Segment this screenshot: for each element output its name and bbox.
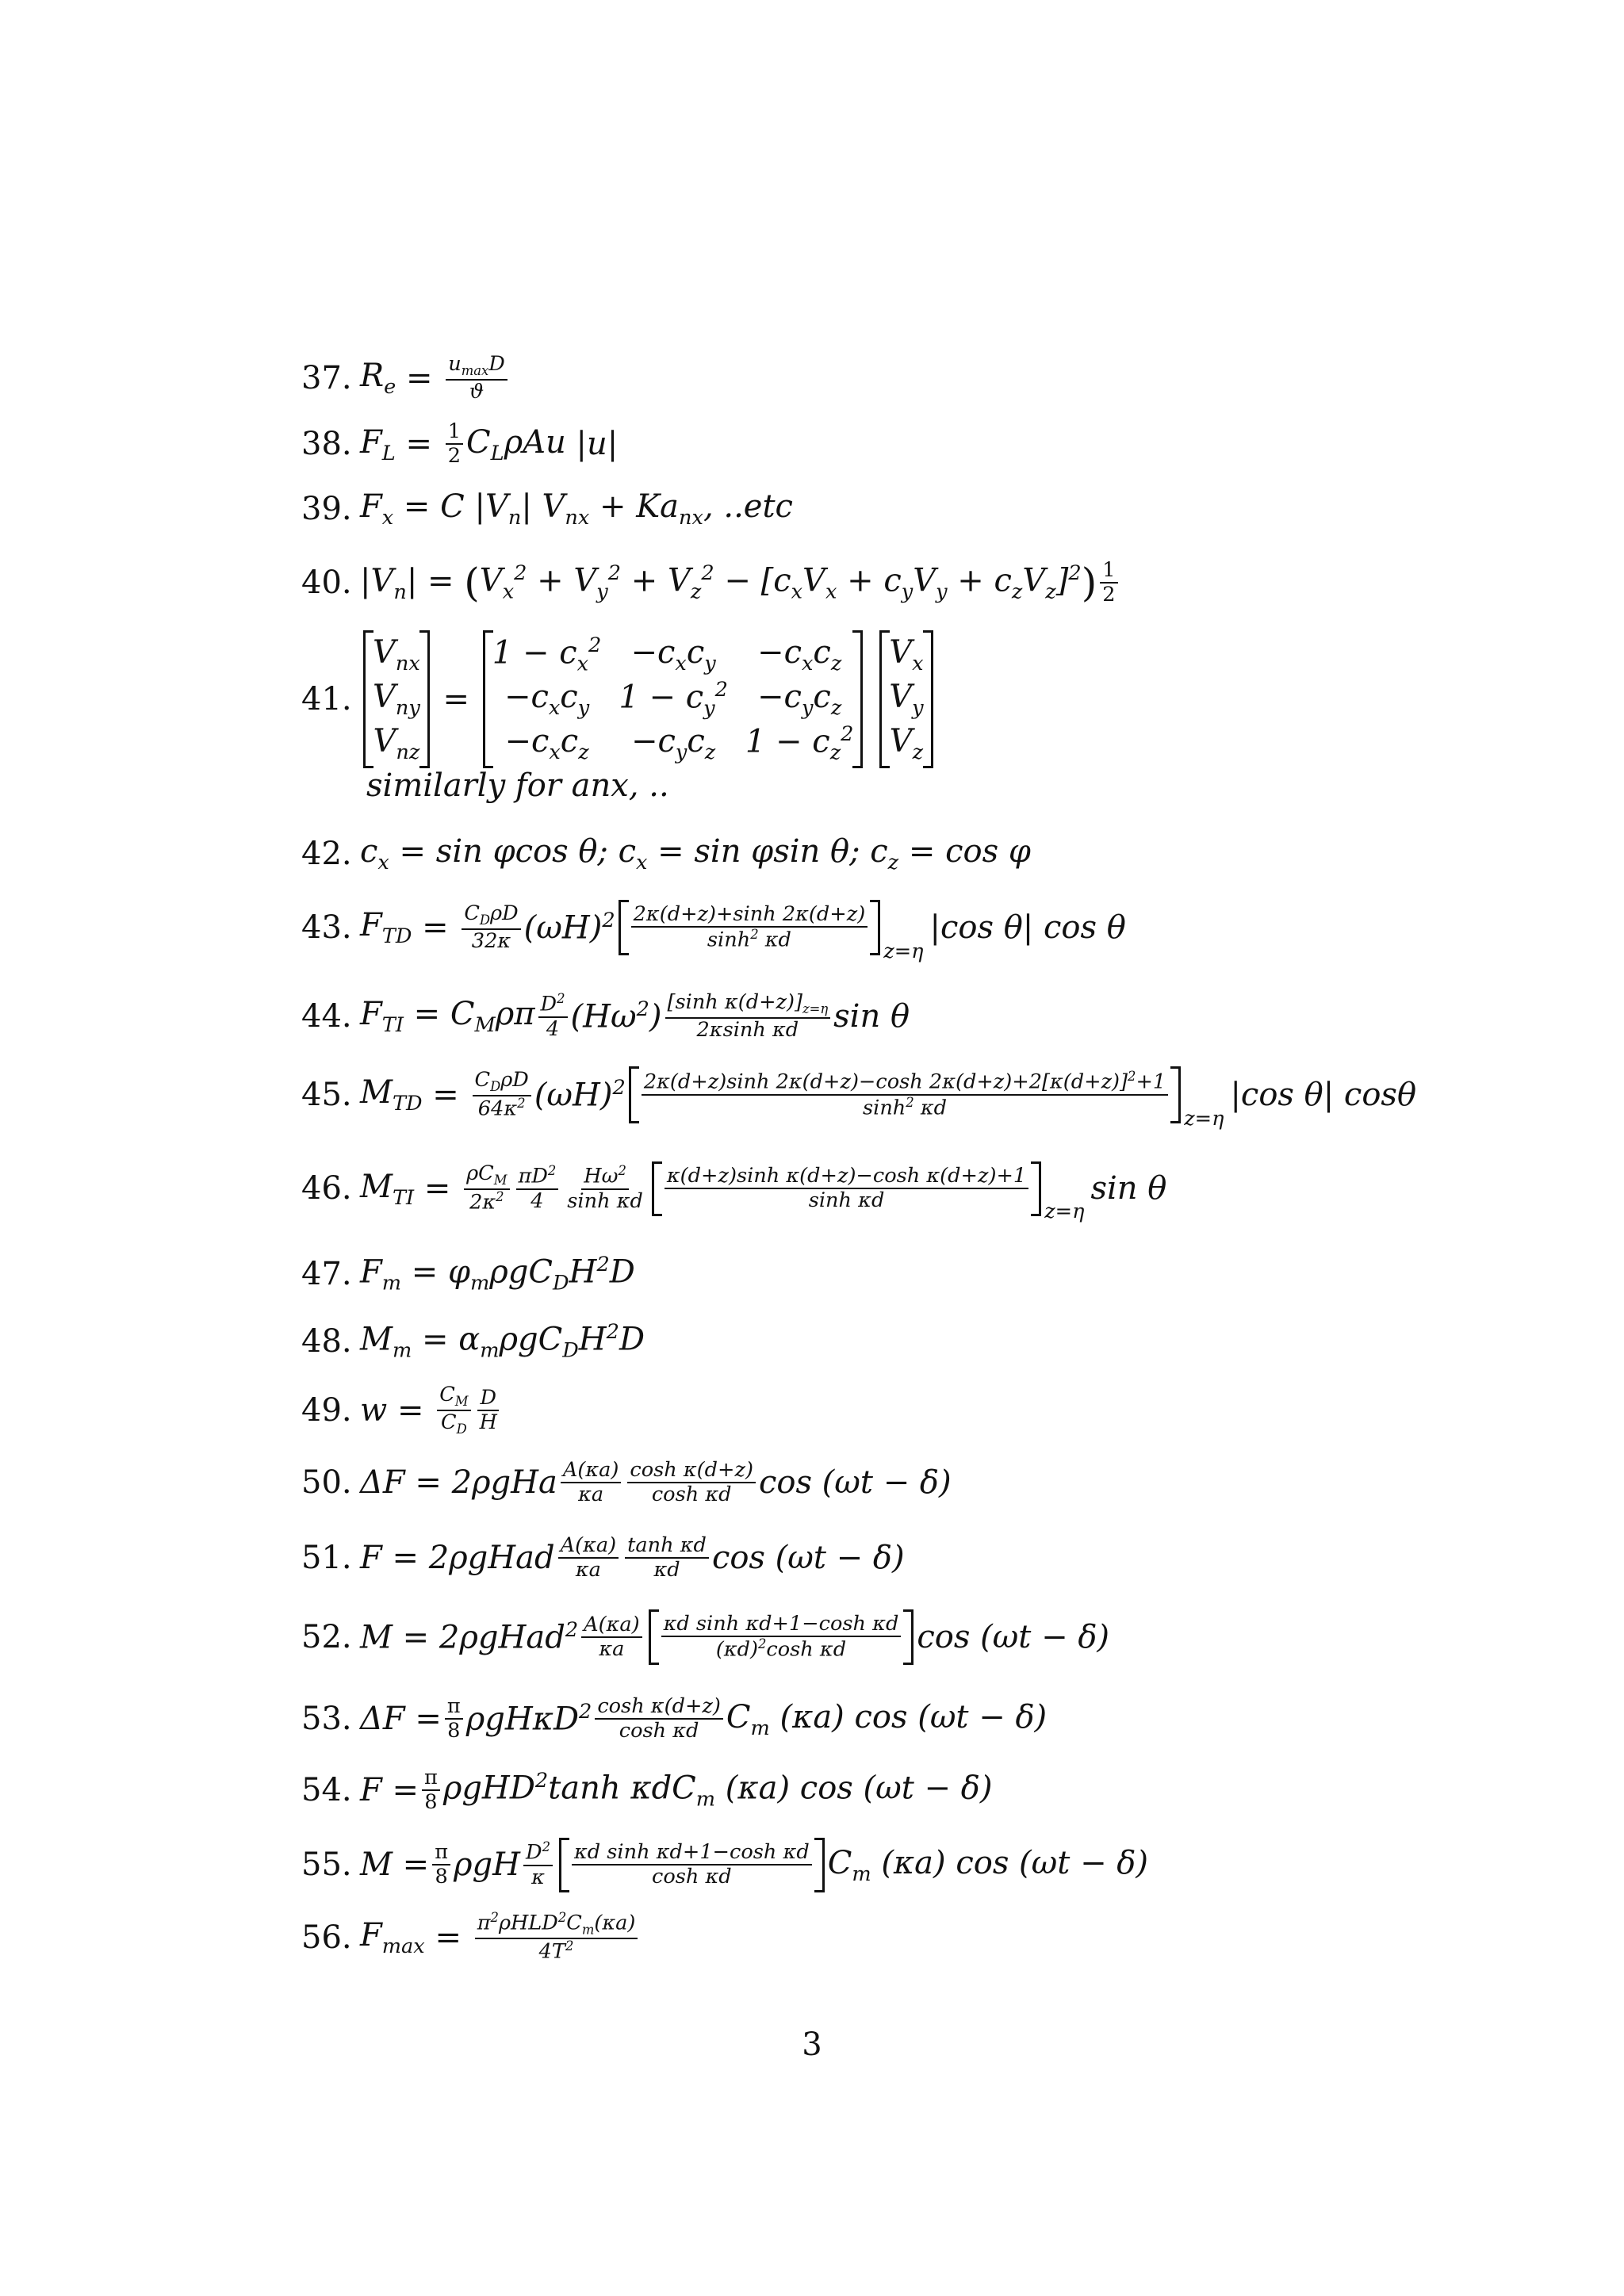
equation-45: 45. $M_{TD}$ = $\frac{C_D\rho D}{64\kappa^2}$ $(\omega H)^2$ $\frac{2\kappa(d+z)\sinh 2\kappa(d+z)-\cosh 2\kappa(d+z)+2[\kappa(d+z)]^2+1}{\sinh^2 \kappa d}$ z=η |cos θ| cosθ xyxy=(301,1068,1417,1131)
equation-50: 50. ΔF = 2ρgHa $\frac{A(\kappa a)}{\kappa a}$ $\frac{\text{cosh κ(d+z)}}{\text{cosh κd}}$ cos (ωt − δ) xyxy=(301,1458,952,1507)
equation-number: 45. xyxy=(301,1076,352,1113)
equation-number: 44. xyxy=(301,998,352,1035)
equation-number: 39. xyxy=(301,490,352,527)
equation-number: 42. xyxy=(301,835,352,872)
equation-56: 56. $F_{max}$ = $\frac{\pi^2\rho HLD^2C_m(\kappa a)}{4T^2}$ xyxy=(301,1911,641,1964)
equation-number: 54. xyxy=(301,1772,352,1809)
equation-number: 50. xyxy=(301,1464,352,1502)
equation-51: 51. F = 2ρgHad $\frac{A(\kappa a)}{\kappa a}$ $\frac{\text{tanh κd}}{\kappa d}$ cos (ωt − δ) xyxy=(301,1533,905,1582)
equation-42: 42. $c_x = \sin \varphi\cos$ θ; $c_x = \sin \varphi\sin$ θ; $c_z = \cos \varphi$ xyxy=(301,833,1031,874)
equation-43: 43. $F_{TD}$ = $\frac{C_D\rho D}{32\kappa}$ $(\omega H)^2$ $\frac{2\kappa(d+z)+\sinh 2\kappa(d+z)}{\sinh^2 \kappa d}$ z=η |cos θ| cos θ xyxy=(301,901,1126,963)
equation-55: 55. M = $\frac{\pi}{8}$ ρgH $\frac{D^2}{\kappa}$ $\frac{\text{κd sinh κd+1−cosh κd}}{\text{cosh κd}}$ $C_m$ (κa) cos (ωt − δ) xyxy=(301,1838,1148,1892)
equation-39: 39. $F_x = C$ $|V_n|$ $V_{nx} + Ka_{nx}$, ..etc xyxy=(301,488,793,530)
equation-47: 47. $F_m = \varphi_m\rho gC_DH^2D$ xyxy=(301,1253,635,1295)
equation-52: 52. M = 2ρgHad$^2$ $\frac{A(\kappa a)}{\kappa a}$ $\frac{\text{κd sinh κd+1−cosh κd}}{(\kappa d)^2\cosh \kappa d}$ cos (ωt − δ) xyxy=(301,1609,1109,1665)
matrix-direction-cosines: $1 - c_x^2$ $-c_xc_y$ $-c_xc_z$ $-c_xc_y$ $1 - c_y^2$ $-c_yc_z$ $-c_xc_z$ $-c_yc_z$ $1 - c_z^2$ xyxy=(483,630,864,768)
equation-number: 37. xyxy=(301,360,352,397)
equation-41: 41. $V_{nx}$ $V_{ny}$ $V_{nz}$ = $1 - c_x^2$ $-c_xc_y$ $-c_xc_z$ $-c_xc_y$ $1 - c_y^2$ $-c_yc_z$ $-c_xc_z$ $-c_yc_z$ $1 - c_z^2$ $V_x$ $V_y$ $V_z$ xyxy=(301,630,936,768)
equation-number: 56. xyxy=(301,1919,352,1956)
equation-53: 53. ΔF = $\frac{\pi}{8}$ ρgHκD$^2$ $\frac{\text{cosh κ(d+z)}}{\text{cosh κd}}$ $C_m$ (κa) cos (ωt − δ) xyxy=(301,1694,1048,1743)
equation-48: 48. $M_m = \alpha_m\rho gC_DH^2D$ xyxy=(301,1320,645,1363)
equation-number: 55. xyxy=(301,1846,352,1884)
equation-49: 49. w = $\frac{C_M}{C_D}$ $\frac{D}{H}$ xyxy=(301,1383,503,1437)
equation-number: 43. xyxy=(301,909,352,947)
equation-number: 47. xyxy=(301,1256,352,1293)
equation-number: 51. xyxy=(301,1540,352,1577)
equation-number: 40. xyxy=(301,564,352,602)
equation-number: 49. xyxy=(301,1391,352,1429)
equation-40: 40. $|V_n|$ = ( $V_x^2 + V_y^2 + V_z^2 - [c_xV_x + c_yV_y + c_zV_z]^2$ ) $\frac{1}{2}$ xyxy=(301,559,1121,607)
equation-54: 54. F = $\frac{\pi}{8}$ ρgHD$^2$tanh κdC$_m$ (κa) cos (ωt − δ) xyxy=(301,1766,993,1815)
equation-44: 44. $F_{TI} = C_M\rho\pi$ $\frac{D^2}{4}$ $(H\omega^2)$ $\frac{[\sinh \kappa(d+z)]_{z=\eta}}{\text{2κsinh κd}}$ sin θ xyxy=(301,990,910,1042)
equation-number: 48. xyxy=(301,1323,352,1360)
matrix-right: $V_x$ $V_y$ $V_z$ xyxy=(879,630,933,767)
equation-number: 38. xyxy=(301,426,352,463)
equation-number: 41. xyxy=(301,681,352,718)
page-number: 3 xyxy=(802,2026,822,2063)
equation-41-note: similarly for anx, .. xyxy=(366,767,669,804)
matrix-left: $V_{nx}$ $V_{ny}$ $V_{nz}$ xyxy=(363,630,430,767)
equation-37: 37. $R_e$ = $\frac{u_{max}D}{ϑ}$ xyxy=(301,353,511,404)
equation-number: 46. xyxy=(301,1170,352,1207)
equation-number: 52. xyxy=(301,1619,352,1656)
equation-38: 38. $F_L$ = $\frac{1}{2}$ $C_L\rho Au$ |u| xyxy=(301,419,619,469)
equation-46: 46. $M_{TI}$ = $\frac{\rho C_M}{2\kappa^2}$ $\frac{\pi D^2}{4}$ $\frac{H\omega^2}{\text{sinh κd}}$ $\frac{\text{κ(d+z)sinh κ(d+z)−cosh κ(d+z)+1}}{\text{sinh κd}}$ z=η sin θ xyxy=(301,1161,1167,1224)
equation-number: 53. xyxy=(301,1701,352,1738)
